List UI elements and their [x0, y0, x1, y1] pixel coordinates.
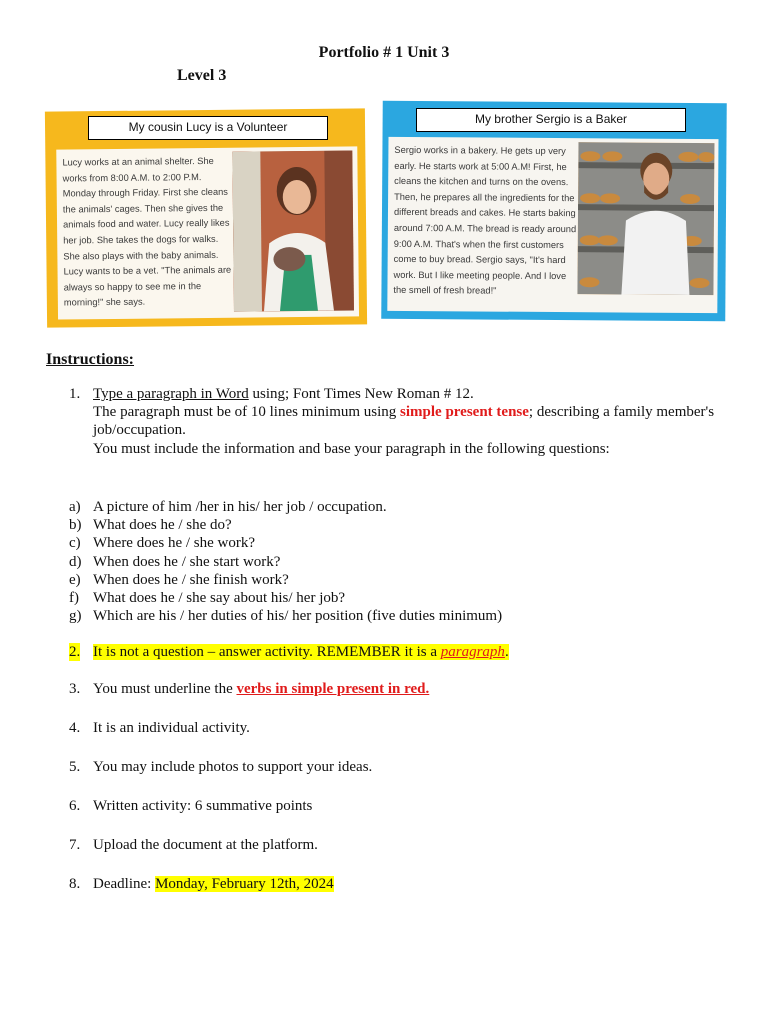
item-number: 6. [69, 798, 81, 814]
item5-text: You may include photos to support your ideas. [93, 759, 373, 775]
item3-text: You must underline the [93, 681, 237, 697]
sub-text: Which are his / her duties of his/ her position (five duties minimum) [93, 608, 503, 625]
item1-line3: You must include the information and base your paragraph in the following questions: [93, 440, 610, 457]
sub-letter: e) [69, 571, 81, 588]
sub-text: A picture of him /her in his/ her job / occupation. [93, 499, 387, 515]
item1-rest: using; Font Times New Roman # 12. [248, 386, 474, 402]
item6-text: Written activity: 6 summative points [93, 798, 313, 814]
item4-text: It is an individual activity. [93, 720, 250, 736]
sub-letter: c) [69, 535, 81, 552]
item-number: 7. [69, 837, 81, 853]
sub-text: What does he / she do? [93, 517, 232, 534]
page-title: Portfolio # 1 Unit 3 [318, 44, 450, 61]
sergio-card [381, 101, 727, 321]
item7-text: Upload the document at the platform. [93, 837, 318, 853]
item-number: 4. [69, 720, 81, 736]
lucy-card [45, 108, 367, 327]
sub-letter: g) [69, 608, 82, 625]
item-number: 5. [69, 759, 81, 775]
sub-text: When does he / she start work? [93, 553, 281, 570]
sub-letter: d) [69, 553, 82, 570]
instructions-heading: Instructions: [46, 351, 135, 368]
sergio-photo [577, 142, 714, 295]
sub-text: Where does he / she work? [93, 535, 256, 552]
sergio-card-body [387, 137, 718, 313]
sub-text: When does he / she finish work? [93, 571, 289, 588]
sergio-story-text: Sergio works in a bakery. He gets up very early. He starts work at 5:00 A.M! First, he cleans the kitchen and turns on the ovens. Then, he prepares all the ingredients for the different breads and cakes. He starts baking around 7:00 A.M. The bread is ready around 9:00 A.M. That's when the first customers come to buy bread. Sergio says, "It's hard work. But I like meeting people. And I love the smell of fresh bread!" [393, 144, 577, 296]
item8-text: Deadline: [93, 876, 156, 892]
item-number: 1. [69, 386, 81, 402]
lucy-story-text: Lucy works at an animal shelter. She works from 8:00 A.M. to 2:00 P.M. Monday through Friday. First she cleans the animals' cages. Then she gives the animals food and water. Lucy really likes her job. She takes the dogs for walks. She also plays with the baby animals. Lucy wants to be a vet. "The animals are always so happy to see me in the morning!" she says. [62, 155, 232, 308]
item2-paragraph: paragraph [440, 644, 505, 660]
sub-letter: f) [69, 589, 79, 606]
item-number: 2. [69, 644, 81, 660]
sub-letter: b) [69, 517, 82, 534]
sub-text: What does he / she say about his/ her job? [93, 589, 346, 606]
deadline-date: Monday, February 12th, 2024 [155, 876, 334, 892]
item1-line2-red: simple present tense [400, 404, 529, 421]
item1-line2-pre: The paragraph must be of 10 lines minimum using [93, 404, 401, 421]
question-list [69, 498, 729, 625]
item-number: 8. [69, 876, 81, 892]
item2-text: It is not a question – answer activity. REMEMBER it is a [93, 644, 441, 660]
item-number: 3. [69, 681, 81, 697]
item1-line2-post: ; describing a family member's job/occupation. [93, 404, 715, 439]
lucy-card-label: My cousin Lucy is a Volunteer [88, 116, 328, 140]
lucy-card-body [56, 146, 359, 319]
sub-letter: a) [69, 499, 81, 515]
item1-underlined: Type a paragraph in Word [93, 386, 249, 402]
sergio-card-label: My brother Sergio is a Baker [416, 108, 686, 132]
item3-red: verbs in simple present in red. [236, 681, 430, 697]
item2-end: . [504, 644, 509, 660]
lucy-photo [232, 150, 354, 311]
level-label: Level 3 [177, 67, 227, 84]
